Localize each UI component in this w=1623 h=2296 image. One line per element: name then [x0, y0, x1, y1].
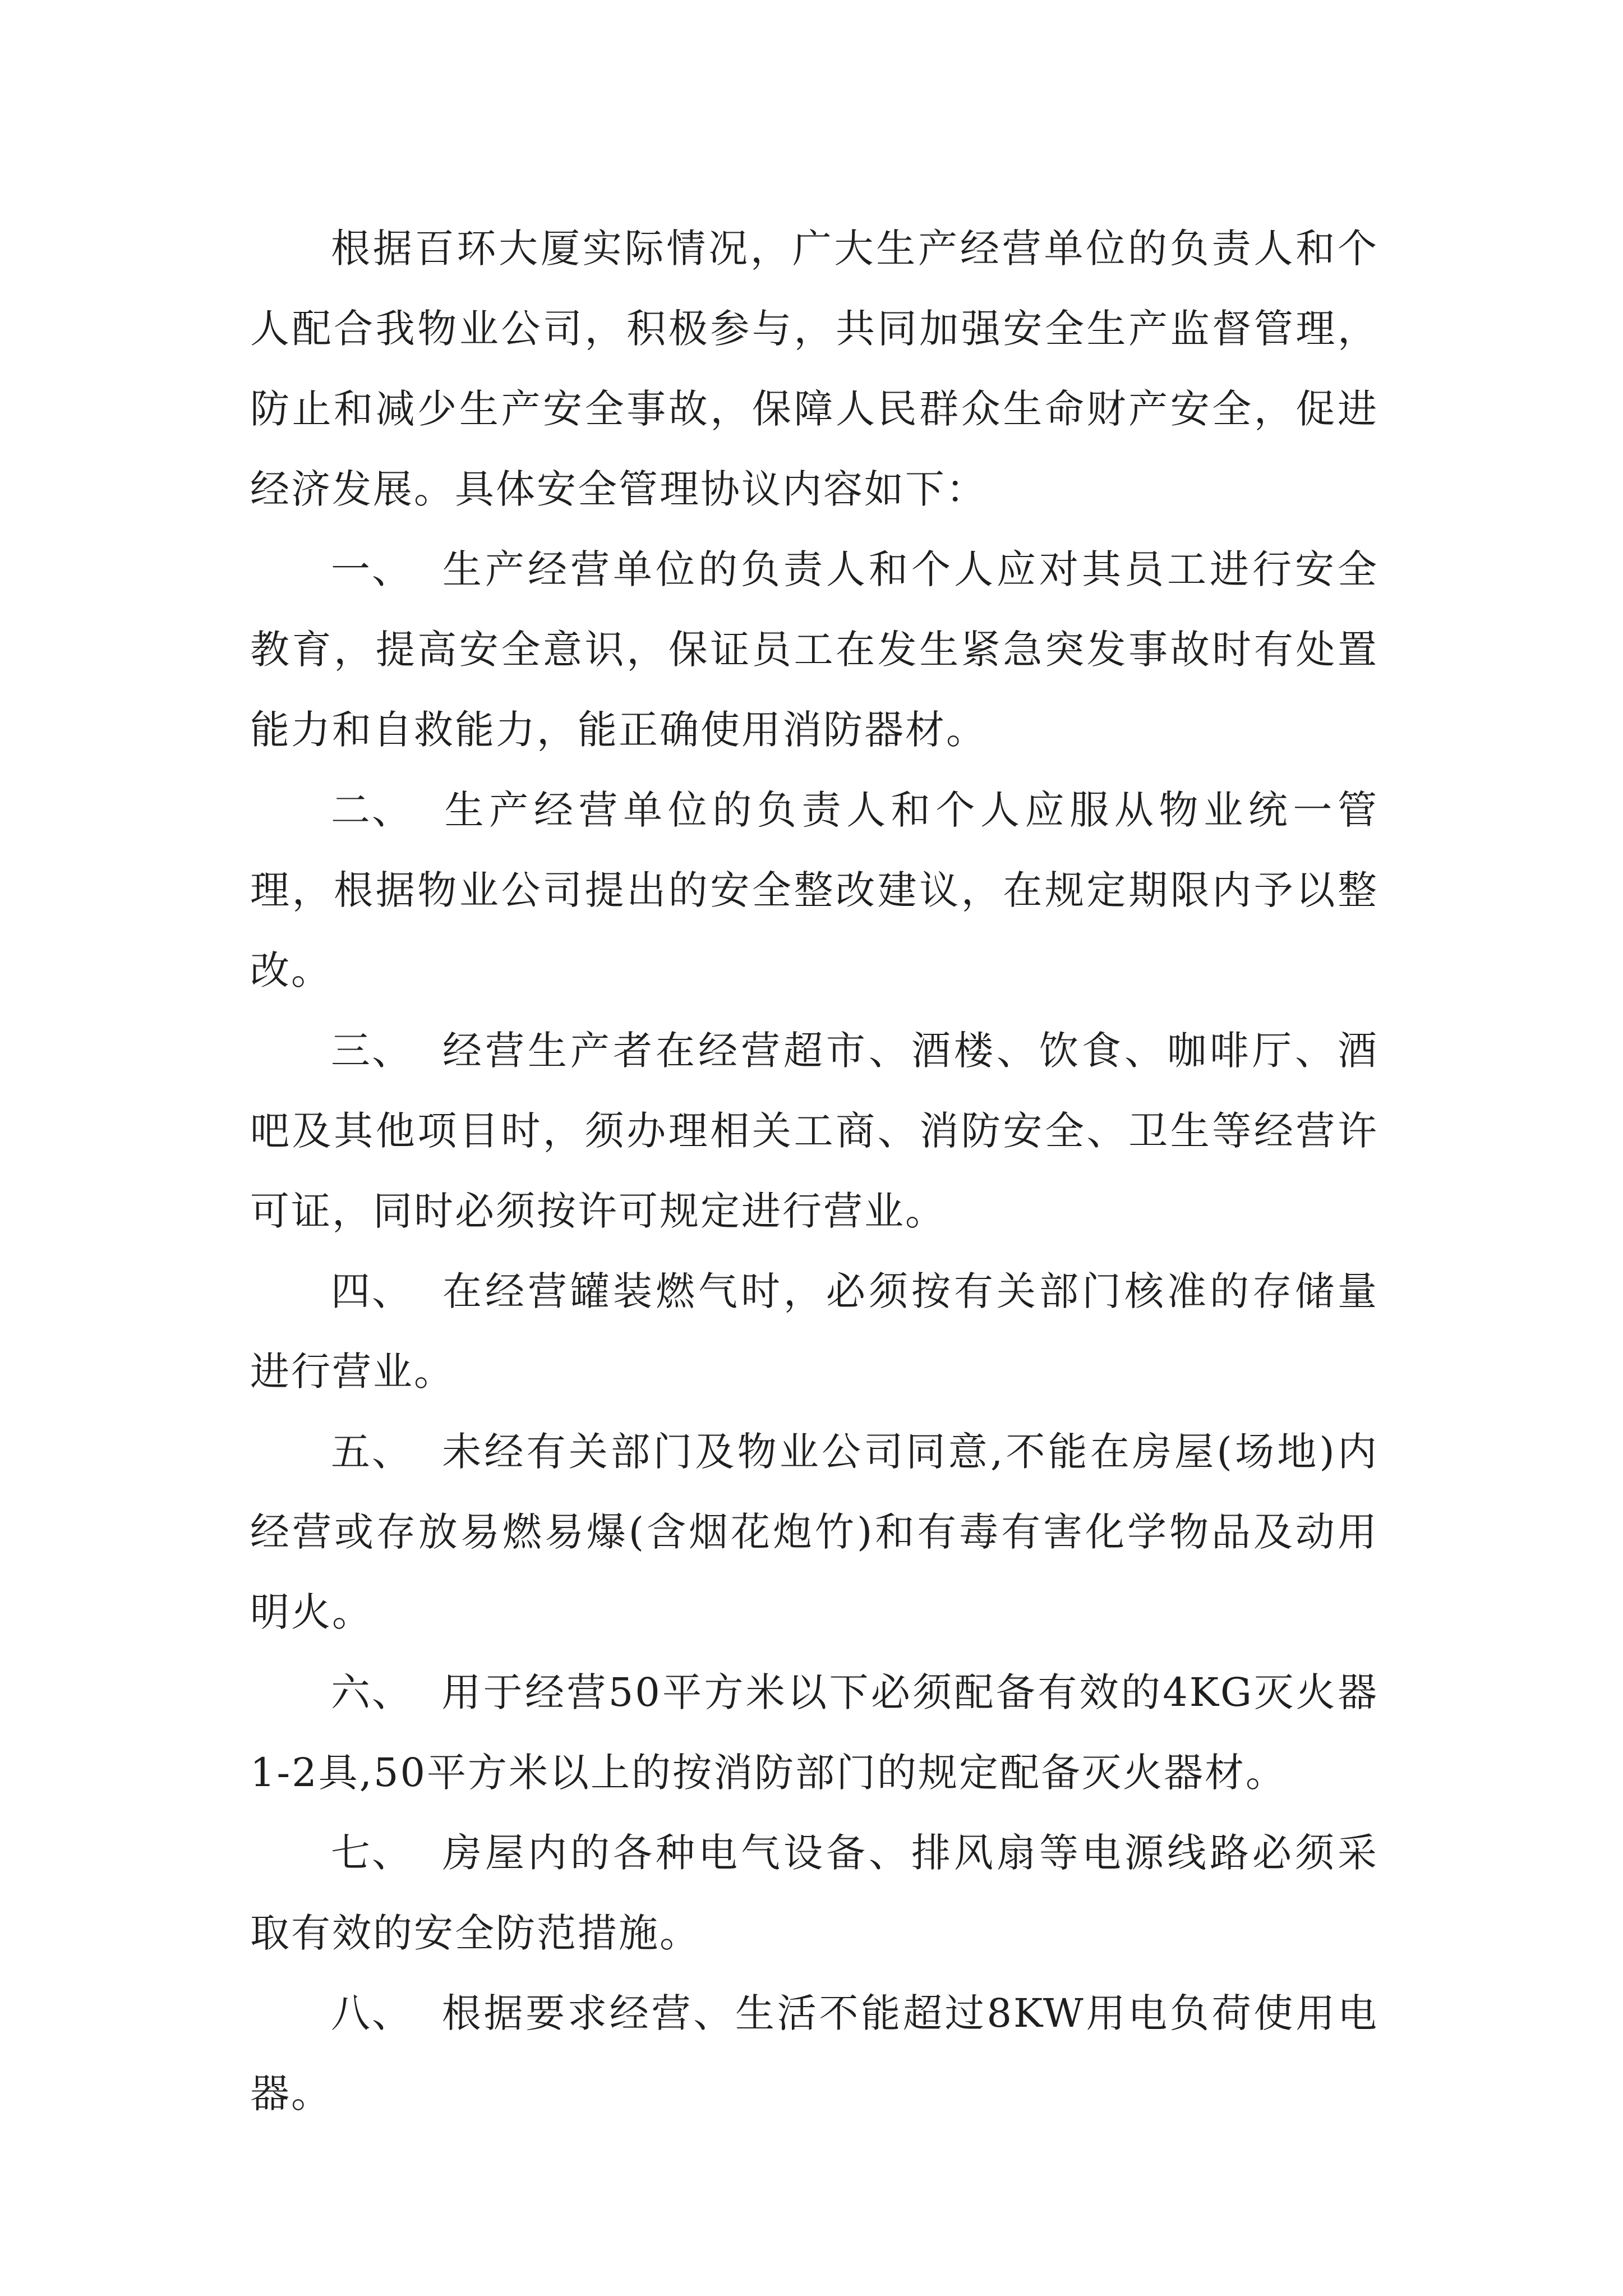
clause-text: 在经营罐装燃气时，必须按有关部门核准的存储量进行营业。	[250, 1268, 1378, 1395]
clause-1	[250, 530, 1378, 770]
clause-3	[250, 1011, 1378, 1251]
clause-text: 房屋内的各种电气设备、排风扇等电源线路必须采取有效的安全防范措施。	[250, 1830, 1378, 1956]
clause-text: 未经有关部门及物业公司同意,不能在房屋(场地)内经营或存放易燃易爆(含烟花炮竹)和有毒有害化学物品及动用明火。	[250, 1429, 1378, 1635]
clause-number: 四、	[331, 1268, 413, 1314]
clause-number: 二、	[331, 787, 413, 833]
clause-text: 生产经营单位的负责人和个人应对其员工进行安全教育，提高安全意识，保证员工在发生紧急突发事故时有处置能力和自救能力，能正确使用消防器材。	[250, 546, 1378, 753]
clause-2	[250, 770, 1378, 1011]
intro-paragraph: 根据百环大厦实际情况，广大生产经营单位的负责人和个人配合我物业公司，积极参与，共同加强安全生产监督管理，防止和减少生产安全事故，保障人民群众生命财产安全，促进经济发展。具体安全管理协议内容如下：	[250, 226, 1378, 512]
clause-8	[250, 1973, 1378, 2134]
clause-5	[250, 1412, 1378, 1653]
clause-number: 五、	[331, 1429, 413, 1475]
clause-number: 八、	[331, 1990, 413, 2036]
document-body	[250, 209, 1378, 2134]
clause-text: 根据要求经营、生活不能超过8KW用电负荷使用电器。	[250, 1990, 1378, 2116]
clause-number: 七、	[331, 1830, 413, 1876]
clause-number: 六、	[331, 1669, 413, 1715]
clause-number: 三、	[331, 1028, 413, 1074]
clause-text: 经营生产者在经营超市、酒楼、饮食、咖啡厅、酒吧及其他项目时，须办理相关工商、消防安全、卫生等经营许可证，同时必须按许可规定进行营业。	[250, 1028, 1378, 1234]
clause-6	[250, 1653, 1378, 1813]
clause-text: 用于经营50平方米以下必须配备有效的4KG灭火器1-2具,50平方米以上的按消防部门的规定配备灭火器材。	[250, 1669, 1378, 1796]
clause-4	[250, 1251, 1378, 1412]
clause-7	[250, 1813, 1378, 1973]
clause-text: 生产经营单位的负责人和个人应服从物业统一管理，根据物业公司提出的安全整改建议，在规定期限内予以整改。	[250, 787, 1378, 993]
clause-number: 一、	[331, 546, 413, 592]
